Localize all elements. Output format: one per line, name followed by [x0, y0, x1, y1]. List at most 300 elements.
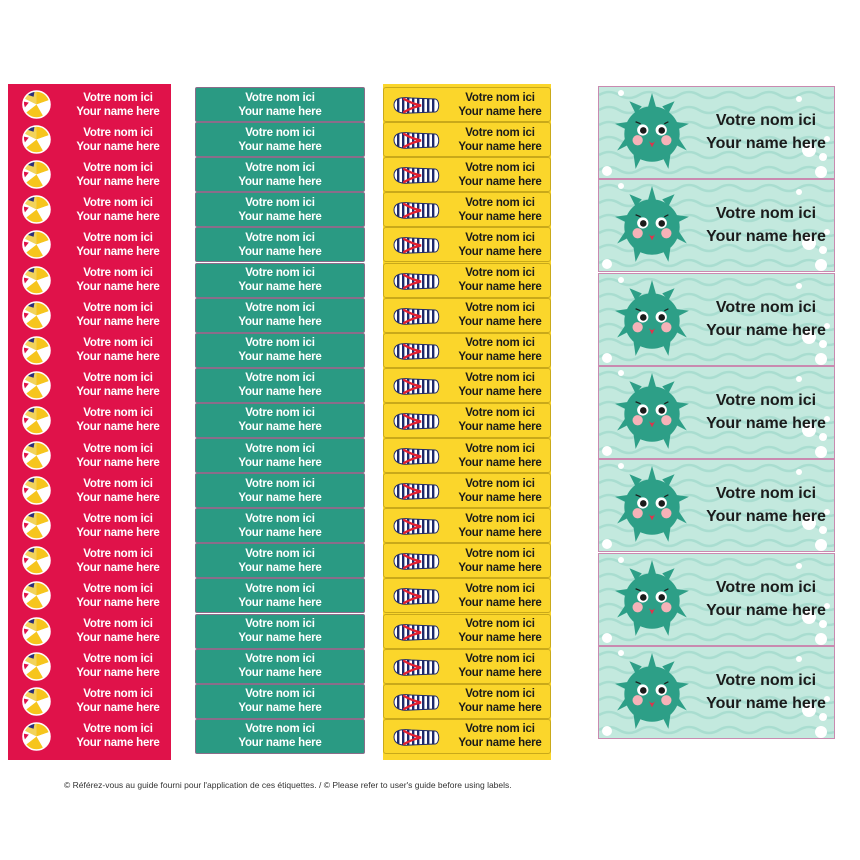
- label-text: [450, 231, 550, 259]
- label-text: [63, 91, 173, 119]
- label-text: [196, 722, 364, 750]
- flip-flop-label: [383, 578, 551, 613]
- name-line-fr: Votre nom ici: [83, 512, 153, 525]
- pufferfish-icon: [611, 184, 693, 266]
- label-text: [196, 336, 364, 364]
- name-line-en: Your name here: [238, 210, 322, 223]
- pufferfish-label: [598, 553, 835, 646]
- green-label: [195, 403, 365, 438]
- name-line-fr: Votre nom ici: [245, 653, 315, 666]
- beach-ball-label: [8, 227, 171, 262]
- name-line-en: Your name here: [458, 175, 542, 188]
- label-text: [702, 669, 830, 715]
- name-line-fr: Votre nom ici: [83, 267, 153, 279]
- name-line-fr: Votre nom ici: [83, 231, 153, 244]
- beach-ball-icon: [22, 230, 51, 259]
- label-text: [63, 512, 173, 540]
- name-line-fr: Votre nom ici: [83, 161, 153, 174]
- beach-ball-icon: [22, 581, 51, 610]
- beach-ball-label: [8, 368, 171, 403]
- flip-flop-icon: [391, 692, 441, 713]
- name-line-fr: Votre nom ici: [715, 205, 817, 223]
- flip-flop-label: [383, 473, 551, 508]
- flip-flop-icon: [391, 271, 441, 292]
- label-text: [702, 482, 830, 528]
- label-text: [63, 477, 173, 505]
- green-label: [195, 368, 365, 403]
- name-line-en: Your name here: [238, 526, 322, 539]
- flip-flop-label: [383, 684, 551, 719]
- name-line-fr: Votre nom ici: [465, 618, 535, 630]
- label-text: [63, 722, 173, 750]
- label-text: [450, 512, 550, 540]
- green-label: [195, 719, 365, 754]
- beach-ball-icon: [22, 546, 51, 575]
- label-text: [63, 652, 173, 680]
- name-line-fr: Votre nom ici: [83, 126, 153, 139]
- name-line-fr: Votre nom ici: [245, 302, 315, 315]
- name-line-en: Your name here: [238, 561, 322, 574]
- label-text: [450, 477, 550, 505]
- label-text: [450, 336, 550, 364]
- name-line-fr: Votre nom ici: [465, 688, 535, 701]
- flip-flop-icon: [391, 306, 441, 327]
- name-line-en: Your name here: [76, 351, 160, 364]
- green-label: [195, 263, 365, 298]
- name-line-en: Your name here: [238, 667, 322, 680]
- label-text: [63, 371, 173, 399]
- flip-flop-label: [383, 543, 551, 578]
- label-text: [196, 266, 364, 294]
- flip-flop-icon: [391, 657, 441, 678]
- name-line-en: Your name here: [238, 351, 322, 364]
- name-line-fr: Votre nom ici: [245, 372, 315, 385]
- beach-ball-icon: [22, 722, 51, 751]
- name-line-en: Your name here: [458, 210, 542, 223]
- name-line-fr: Votre nom ici: [245, 91, 315, 104]
- flip-flop-icon: [391, 516, 441, 537]
- name-line-en: Your name here: [76, 386, 160, 399]
- beach-ball-label-strip: [8, 84, 171, 760]
- name-line-en: Your name here: [76, 456, 160, 469]
- name-line-fr: Votre nom ici: [245, 582, 315, 595]
- name-line-en: Your name here: [76, 702, 160, 715]
- pufferfish-label: [598, 459, 835, 552]
- name-line-fr: Votre nom ici: [465, 302, 535, 315]
- label-text: [63, 617, 173, 645]
- name-line-en: Your name here: [238, 702, 322, 715]
- beach-ball-label: [8, 508, 171, 543]
- flip-flop-icon: [391, 481, 441, 502]
- name-line-en: Your name here: [458, 351, 542, 364]
- flip-flop-label: [383, 614, 551, 649]
- beach-ball-label: [8, 438, 171, 473]
- label-text: [63, 196, 173, 224]
- name-line-fr: Votre nom ici: [83, 653, 153, 666]
- flip-flop-icon: [391, 586, 441, 607]
- name-line-en: Your name here: [238, 140, 322, 153]
- beach-ball-icon: [22, 687, 51, 716]
- beach-ball-label: [8, 684, 171, 719]
- name-line-fr: Votre nom ici: [245, 407, 315, 420]
- name-line-en: Your name here: [76, 737, 160, 750]
- name-line-fr: Votre nom ici: [465, 723, 535, 736]
- pufferfish-label-strip: [598, 84, 835, 746]
- name-line-fr: Votre nom ici: [465, 512, 535, 525]
- name-line-fr: Votre nom ici: [465, 442, 535, 455]
- name-line-fr: Votre nom ici: [715, 578, 817, 596]
- label-text: [63, 126, 173, 154]
- name-line-en: Your name here: [238, 596, 322, 609]
- label-text: [450, 617, 550, 645]
- name-line-fr: Votre nom ici: [715, 671, 817, 689]
- name-line-en: Your name here: [76, 175, 160, 188]
- name-line-fr: Votre nom ici: [245, 512, 315, 525]
- name-line-en: Your name here: [458, 281, 542, 293]
- label-text: [450, 722, 550, 750]
- pufferfish-label: [598, 179, 835, 272]
- name-line-en: Your name here: [458, 596, 542, 609]
- name-line-fr: Votre nom ici: [465, 91, 535, 104]
- beach-ball-label: [8, 263, 171, 298]
- name-line-en: Your name here: [458, 526, 542, 539]
- name-line-fr: Votre nom ici: [83, 407, 153, 420]
- name-line-en: Your name here: [238, 175, 322, 188]
- name-line-fr: Votre nom ici: [465, 231, 535, 244]
- beach-ball-label: [8, 473, 171, 508]
- label-text: [196, 512, 364, 540]
- beach-ball-label: [8, 614, 171, 649]
- name-line-en: Your name here: [458, 456, 542, 469]
- beach-ball-label: [8, 122, 171, 157]
- label-text: [63, 406, 173, 434]
- name-line-en: Your name here: [76, 210, 160, 223]
- name-line-fr: Votre nom ici: [245, 688, 315, 701]
- flip-flop-label: [383, 719, 551, 754]
- flip-flop-icon: [391, 200, 441, 221]
- name-line-fr: Votre nom ici: [465, 477, 535, 490]
- name-line-en: Your name here: [706, 228, 826, 246]
- name-line-en: Your name here: [238, 737, 322, 750]
- name-line-fr: Votre nom ici: [465, 372, 535, 385]
- beach-ball-icon: [22, 336, 51, 365]
- pufferfish-label: [598, 366, 835, 459]
- name-line-fr: Votre nom ici: [83, 477, 153, 490]
- pufferfish-icon: [611, 278, 693, 360]
- label-text: [450, 161, 550, 189]
- name-line-fr: Votre nom ici: [465, 653, 535, 666]
- beach-ball-icon: [22, 617, 51, 646]
- name-line-fr: Votre nom ici: [245, 231, 315, 244]
- name-line-fr: Votre nom ici: [83, 196, 153, 209]
- name-line-en: Your name here: [706, 414, 826, 432]
- flip-flop-icon: [391, 446, 441, 467]
- green-label: [195, 684, 365, 719]
- name-line-en: Your name here: [76, 491, 160, 504]
- label-text: [702, 202, 830, 248]
- flip-flop-icon: [391, 411, 441, 432]
- label-text: [196, 442, 364, 470]
- flip-flop-icon: [391, 622, 441, 643]
- beach-ball-label: [8, 333, 171, 368]
- label-text: [196, 91, 364, 119]
- label-text: [450, 91, 550, 119]
- name-line-fr: Votre nom ici: [465, 267, 535, 279]
- label-text: [196, 196, 364, 224]
- green-label: [195, 157, 365, 192]
- flip-flop-label: [383, 87, 551, 122]
- name-line-fr: Votre nom ici: [245, 442, 315, 455]
- beach-ball-label: [8, 298, 171, 333]
- name-line-en: Your name here: [458, 737, 542, 750]
- name-line-fr: Votre nom ici: [245, 126, 315, 139]
- flip-flop-icon: [391, 727, 441, 748]
- label-text: [450, 126, 550, 154]
- beach-ball-icon: [22, 125, 51, 154]
- beach-ball-label: [8, 192, 171, 227]
- flip-flop-label: [383, 333, 551, 368]
- green-label: [195, 333, 365, 368]
- label-text: [196, 301, 364, 329]
- name-line-en: Your name here: [706, 694, 826, 712]
- name-line-en: Your name here: [458, 386, 542, 399]
- label-text: [63, 301, 173, 329]
- label-text: [63, 161, 173, 189]
- label-text: [63, 582, 173, 610]
- green-label-strip: [195, 84, 365, 760]
- name-line-en: Your name here: [458, 140, 542, 153]
- name-line-en: Your name here: [458, 632, 542, 644]
- name-line-fr: Votre nom ici: [245, 547, 315, 560]
- pufferfish-icon: [611, 558, 693, 640]
- label-text: [450, 582, 550, 610]
- name-line-en: Your name here: [238, 316, 322, 329]
- flip-flop-icon: [391, 95, 441, 116]
- label-text: [450, 266, 550, 294]
- name-line-fr: Votre nom ici: [83, 547, 153, 560]
- beach-ball-label: [8, 543, 171, 578]
- name-line-fr: Votre nom ici: [245, 618, 315, 630]
- name-line-en: Your name here: [706, 601, 826, 619]
- name-line-en: Your name here: [238, 632, 322, 644]
- flip-flop-icon: [391, 235, 441, 256]
- flip-flop-label: [383, 263, 551, 298]
- name-line-fr: Votre nom ici: [83, 723, 153, 736]
- name-line-en: Your name here: [458, 702, 542, 715]
- name-line-en: Your name here: [76, 245, 160, 258]
- label-text: [702, 389, 830, 435]
- label-text: [196, 406, 364, 434]
- beach-ball-label: [8, 403, 171, 438]
- label-text: [63, 687, 173, 715]
- flip-flop-label-strip: [383, 84, 551, 760]
- name-line-fr: Votre nom ici: [83, 302, 153, 315]
- green-label: [195, 508, 365, 543]
- beach-ball-icon: [22, 406, 51, 435]
- name-line-en: Your name here: [238, 105, 322, 118]
- label-text: [450, 301, 550, 329]
- label-text: [196, 617, 364, 645]
- pufferfish-label: [598, 273, 835, 366]
- name-line-fr: Votre nom ici: [83, 372, 153, 385]
- label-text: [63, 442, 173, 470]
- label-text: [196, 652, 364, 680]
- beach-ball-icon: [22, 195, 51, 224]
- flip-flop-label: [383, 508, 551, 543]
- name-line-en: Your name here: [238, 491, 322, 504]
- name-line-en: Your name here: [458, 491, 542, 504]
- flip-flop-label: [383, 403, 551, 438]
- flip-flop-icon: [391, 165, 441, 186]
- green-label: [195, 614, 365, 649]
- name-line-en: Your name here: [458, 105, 542, 118]
- label-text: [196, 126, 364, 154]
- beach-ball-label: [8, 649, 171, 684]
- name-line-en: Your name here: [76, 596, 160, 609]
- name-line-fr: Votre nom ici: [245, 723, 315, 736]
- flip-flop-label: [383, 649, 551, 684]
- label-text: [450, 442, 550, 470]
- name-line-fr: Votre nom ici: [83, 442, 153, 455]
- pufferfish-icon: [611, 91, 693, 173]
- name-line-en: Your name here: [238, 421, 322, 434]
- green-label: [195, 227, 365, 262]
- pufferfish-label: [598, 646, 835, 739]
- usage-notice: © Référez-vous au guide fourni pour l'application de ces étiquettes. / © Please refer to user's guide before using labels.: [64, 780, 512, 790]
- beach-ball-icon: [22, 266, 51, 295]
- name-line-fr: Votre nom ici: [245, 337, 315, 350]
- flip-flop-label: [383, 368, 551, 403]
- flip-flop-label: [383, 192, 551, 227]
- name-line-en: Your name here: [76, 140, 160, 153]
- pufferfish-icon: [611, 651, 693, 733]
- beach-ball-label: [8, 157, 171, 192]
- green-label: [195, 192, 365, 227]
- name-line-fr: Votre nom ici: [245, 477, 315, 490]
- name-line-en: Your name here: [458, 667, 542, 680]
- label-text: [702, 576, 830, 622]
- green-label: [195, 122, 365, 157]
- green-label: [195, 578, 365, 613]
- name-line-en: Your name here: [76, 281, 160, 293]
- name-line-en: Your name here: [238, 281, 322, 293]
- label-text: [63, 231, 173, 259]
- beach-ball-label: [8, 578, 171, 613]
- beach-ball-label: [8, 719, 171, 754]
- name-line-fr: Votre nom ici: [715, 485, 817, 503]
- green-label: [195, 87, 365, 122]
- name-line-en: Your name here: [706, 135, 826, 152]
- name-line-fr: Votre nom ici: [715, 391, 817, 409]
- beach-ball-icon: [22, 511, 51, 540]
- name-line-fr: Votre nom ici: [83, 582, 153, 595]
- green-label: [195, 543, 365, 578]
- label-text: [196, 231, 364, 259]
- name-line-fr: Votre nom ici: [465, 547, 535, 560]
- flip-flop-icon: [391, 130, 441, 151]
- pufferfish-icon: [611, 371, 693, 453]
- name-line-en: Your name here: [76, 526, 160, 539]
- beach-ball-label: [8, 87, 171, 122]
- label-text: [450, 652, 550, 680]
- label-text: [196, 547, 364, 575]
- beach-ball-icon: [22, 371, 51, 400]
- name-line-fr: Votre nom ici: [245, 267, 315, 279]
- name-line-en: Your name here: [458, 316, 542, 329]
- name-line-en: Your name here: [458, 245, 542, 258]
- label-text: [450, 687, 550, 715]
- flip-flop-label: [383, 298, 551, 333]
- name-line-fr: Votre nom ici: [245, 196, 315, 209]
- beach-ball-icon: [22, 160, 51, 189]
- flip-flop-label: [383, 227, 551, 262]
- name-line-fr: Votre nom ici: [245, 161, 315, 174]
- name-line-en: Your name here: [76, 316, 160, 329]
- label-text: [196, 687, 364, 715]
- green-label: [195, 473, 365, 508]
- name-line-fr: Votre nom ici: [465, 196, 535, 209]
- name-line-fr: Votre nom ici: [465, 407, 535, 420]
- name-line-en: Your name here: [238, 245, 322, 258]
- label-text: [196, 371, 364, 399]
- flip-flop-icon: [391, 376, 441, 397]
- flip-flop-label: [383, 122, 551, 157]
- green-label: [195, 298, 365, 333]
- beach-ball-icon: [22, 476, 51, 505]
- name-line-fr: Votre nom ici: [715, 112, 817, 129]
- flip-flop-icon: [391, 551, 441, 572]
- name-line-en: Your name here: [76, 421, 160, 434]
- pufferfish-icon: [611, 464, 693, 546]
- beach-ball-icon: [22, 652, 51, 681]
- name-line-en: Your name here: [238, 386, 322, 399]
- name-line-en: Your name here: [76, 561, 160, 574]
- name-line-en: Your name here: [76, 105, 160, 118]
- label-text: [450, 196, 550, 224]
- label-text: [702, 296, 830, 342]
- flip-flop-label: [383, 438, 551, 473]
- name-line-en: Your name here: [76, 667, 160, 680]
- label-text: [702, 109, 830, 155]
- name-line-en: Your name here: [706, 508, 826, 526]
- name-line-fr: Votre nom ici: [465, 161, 535, 174]
- flip-flop-icon: [391, 341, 441, 362]
- name-line-fr: Votre nom ici: [83, 688, 153, 701]
- beach-ball-icon: [22, 301, 51, 330]
- name-line-en: Your name here: [238, 456, 322, 469]
- label-text: [63, 336, 173, 364]
- name-line-en: Your name here: [458, 421, 542, 434]
- label-text: [450, 406, 550, 434]
- label-text: [196, 582, 364, 610]
- label-text: [63, 266, 173, 294]
- name-line-fr: Votre nom ici: [83, 337, 153, 350]
- name-line-fr: Votre nom ici: [465, 582, 535, 595]
- label-text: [63, 547, 173, 575]
- name-line-en: Your name here: [76, 632, 160, 644]
- green-label: [195, 438, 365, 473]
- label-text: [196, 477, 364, 505]
- name-line-fr: Votre nom ici: [83, 618, 153, 630]
- name-line-fr: Votre nom ici: [83, 91, 153, 104]
- name-line-fr: Votre nom ici: [715, 298, 817, 316]
- name-line-en: Your name here: [458, 561, 542, 574]
- pufferfish-label: [598, 86, 835, 179]
- beach-ball-icon: [22, 441, 51, 470]
- flip-flop-label: [383, 157, 551, 192]
- label-text: [450, 371, 550, 399]
- label-text: [196, 161, 364, 189]
